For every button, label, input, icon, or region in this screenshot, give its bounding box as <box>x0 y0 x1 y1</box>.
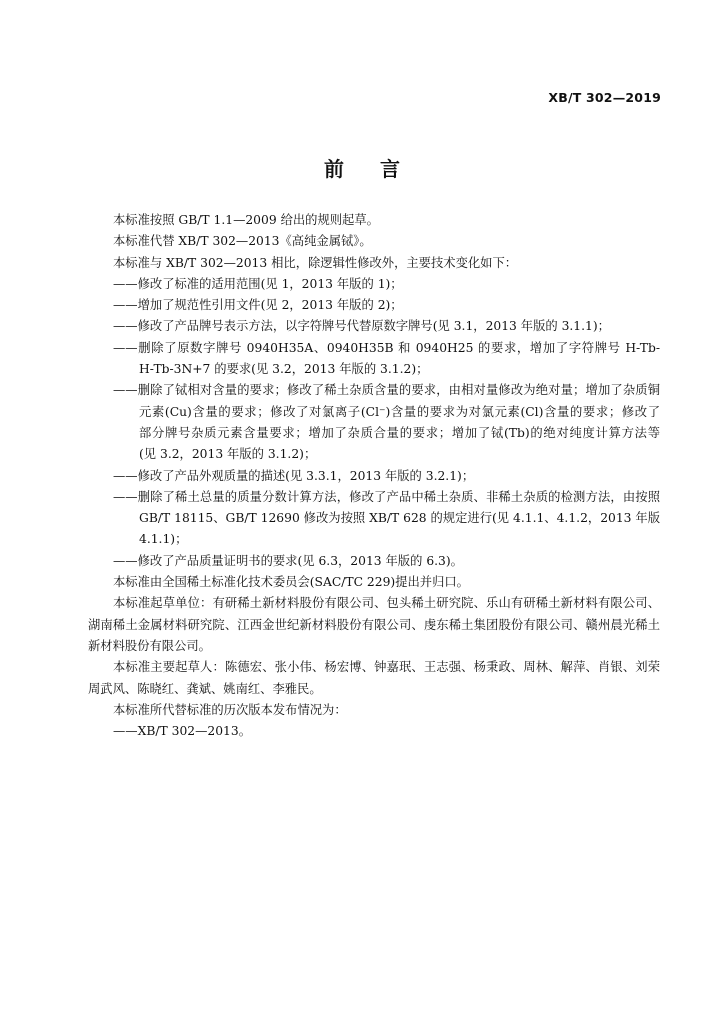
text-line: 周武风、陈晓红、龚斌、姚南红、李雅民。 <box>88 681 322 696</box>
text-line: GB/T 18115、GB/T 12690 修改为按照 XB/T 628 的规定进行(见 4.1.1、4.1.2，2013 年版 <box>139 511 660 526</box>
text-line: ——删除了稀土总量的质量分数计算方法，修改了产品中稀土杂质、非稀土杂质的检测方法，由按照 <box>113 489 660 504</box>
text-line: ——修改了产品外观质量的描述(见 3.3.1，2013 年版的 3.2.1)； <box>113 468 475 483</box>
text-line: 新材料股份有限公司。 <box>88 638 211 653</box>
text-line: ——删除了铽相对含量的要求；修改了稀土杂质含量的要求，由相对量修改为绝对量；增加了杂质铜 <box>113 383 660 398</box>
text-line: 本标准起草单位：有研稀土新材料股份有限公司、包头稀土研究院、乐山有研稀土新材料有限公司、 <box>113 596 660 611</box>
text-line: 本标准与 XB/T 302—2013 相比，除逻辑性修改外，主要技术变化如下： <box>113 255 518 270</box>
text-line: 元素(Cu)含量的要求；修改了对氯离子(Cl⁻)含量的要求为对氯元素(Cl)含量的要求；修改了 <box>139 404 660 419</box>
text-line: ——修改了标准的适用范围(见 1，2013 年版的 1)； <box>113 276 403 291</box>
foreword-body <box>88 210 660 742</box>
text-line: 部分牌号杂质元素含量要求；增加了杂质合量的要求；增加了铽(Tb)的绝对纯度计算方法等 <box>139 425 660 440</box>
text-line: 本标准由全国稀土标准化技术委员会(SAC/TC 229)提出并归口。 <box>113 575 469 590</box>
text-line: ——修改了产品牌号表示方法，以字符牌号代替原数字牌号(见 3.1，2013 年版的 3.1.1)； <box>113 319 610 334</box>
text-line: H-Tb-3N+7 的要求(见 3.2，2013 年版的 3.1.2)； <box>139 362 429 377</box>
text-line: (见 3.2，2013 年版的 3.1.2)； <box>139 447 317 462</box>
text-line: ——增加了规范性引用文件(见 2，2013 年版的 2)； <box>113 298 403 313</box>
page-title: 前言 <box>324 157 436 181</box>
text-line: ——XB/T 302—2013。 <box>113 724 251 739</box>
text-line: 本标准代替 XB/T 302—2013《高纯金属铽》。 <box>113 234 372 249</box>
text-line: ——删除了原数字牌号 0940H35A、0940H35B 和 0940H25 的要求，增加了字符牌号 H-Tb- <box>113 340 660 355</box>
standard-code: XB/T 302—2019 <box>548 90 661 105</box>
text-line: 本标准主要起草人：陈德宏、张小伟、杨宏博、钟嘉珉、王志强、杨秉政、周林、解萍、肖银、刘荣 <box>113 660 660 675</box>
text-line: ——修改了产品质量证明书的要求(见 6.3，2013 年版的 6.3)。 <box>113 553 463 568</box>
text-line: 4.1.1)； <box>139 532 188 547</box>
text-line: 湖南稀土金属材料研究院、江西金世纪新材料股份有限公司、虔东稀土集团股份有限公司、赣州晨光稀土 <box>88 617 660 632</box>
text-line: 本标准所代替标准的历次版本发布情况为： <box>113 702 347 717</box>
text-line: 本标准按照 GB/T 1.1—2009 给出的规则起草。 <box>113 213 379 227</box>
